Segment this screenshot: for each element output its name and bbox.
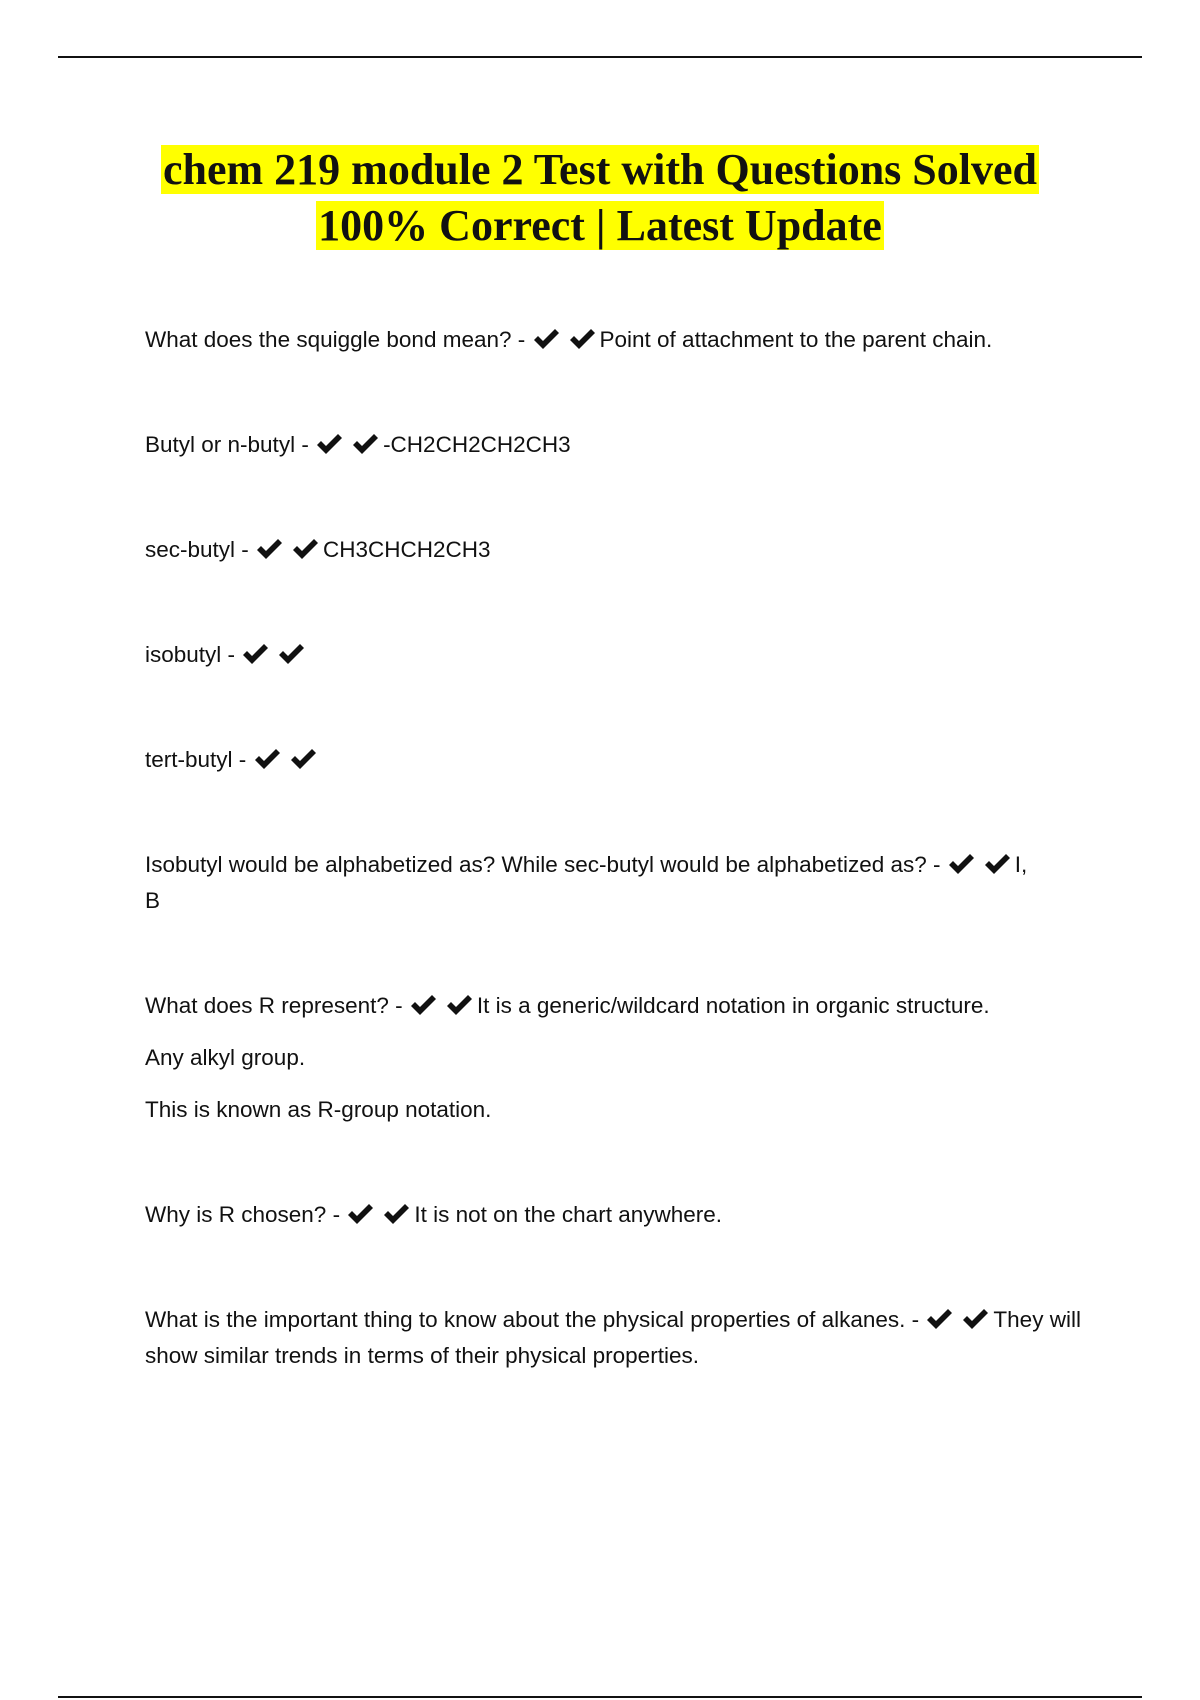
check-icon bbox=[291, 537, 319, 561]
check-icon bbox=[255, 537, 283, 561]
document-title bbox=[0, 142, 1200, 254]
check-icon bbox=[253, 747, 281, 771]
check-icon bbox=[351, 432, 379, 456]
qa-item bbox=[145, 847, 1095, 919]
check-icon bbox=[346, 1202, 374, 1226]
check-icon bbox=[382, 1202, 410, 1226]
answer-text: Point of attachment to the parent chain. bbox=[599, 327, 993, 352]
answer-extra-line: This is known as R-group notation. bbox=[145, 1097, 492, 1122]
check-icon bbox=[241, 642, 269, 666]
qa-item bbox=[145, 742, 1095, 778]
qa-item bbox=[145, 322, 1095, 358]
question-text: What does the squiggle bond mean? - bbox=[145, 327, 532, 352]
check-icon bbox=[568, 327, 596, 351]
header-rule bbox=[58, 56, 1142, 58]
answer-text: They will show similar trends in terms of their physical properties. bbox=[145, 1307, 1081, 1368]
check-icon bbox=[947, 852, 975, 876]
check-icon bbox=[532, 327, 560, 351]
qa-item bbox=[145, 637, 1095, 673]
question-text: Isobutyl would be alphabetized as? While sec-butyl would be alphabetized as? - bbox=[145, 852, 947, 877]
qa-list bbox=[145, 322, 1095, 1374]
answer-extra-line: Any alkyl group. bbox=[145, 1045, 306, 1070]
check-icon bbox=[925, 1307, 953, 1331]
check-icon bbox=[277, 642, 305, 666]
check-icon bbox=[409, 993, 437, 1017]
answer-text: It is a generic/wildcard notation in organic structure. bbox=[476, 993, 990, 1018]
question-text: Why is R chosen? - bbox=[145, 1202, 347, 1227]
answer-text: It is not on the chart anywhere. bbox=[414, 1202, 723, 1227]
answer-text: CH3CHCH2CH3 bbox=[323, 537, 491, 562]
check-icon bbox=[961, 1307, 989, 1331]
qa-item bbox=[145, 1302, 1095, 1374]
title-line-2: 100% Correct | Latest Update bbox=[318, 201, 882, 250]
qa-item bbox=[145, 1197, 1095, 1233]
question-text: Butyl or n-butyl - bbox=[145, 432, 316, 457]
question-text: tert-butyl - bbox=[145, 747, 253, 772]
footer-rule bbox=[58, 1696, 1142, 1698]
qa-item bbox=[145, 427, 1095, 463]
check-icon bbox=[315, 432, 343, 456]
qa-item bbox=[145, 988, 1095, 1128]
question-text: sec-butyl - bbox=[145, 537, 256, 562]
check-icon bbox=[983, 852, 1011, 876]
answer-text: -CH2CH2CH2CH3 bbox=[383, 432, 571, 457]
question-text: isobutyl - bbox=[145, 642, 242, 667]
question-text: What does R represent? - bbox=[145, 993, 409, 1018]
qa-item bbox=[145, 532, 1095, 568]
check-icon bbox=[289, 747, 317, 771]
answer-continuation: B bbox=[145, 888, 161, 913]
title-line-1: chem 219 module 2 Test with Questions Solved bbox=[163, 145, 1037, 194]
answer-text: I, bbox=[1014, 852, 1028, 877]
question-text: What is the important thing to know about the physical properties of alkanes. - bbox=[145, 1307, 926, 1332]
check-icon bbox=[445, 993, 473, 1017]
